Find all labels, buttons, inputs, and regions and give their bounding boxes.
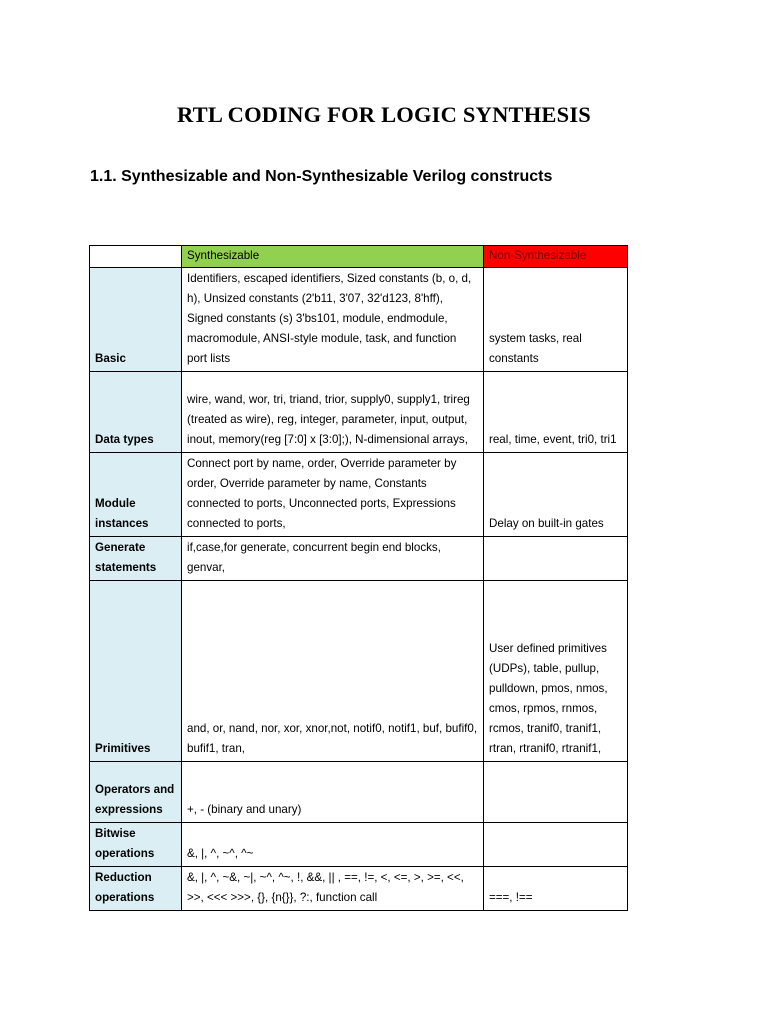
- table-row: [90, 268, 628, 372]
- non-synthesizable-cell: real, time, event, tri0, tri1: [484, 372, 628, 453]
- synthesizable-cell: wire, wand, wor, tri, triand, trior, supply0, supply1, trireg (treated as wire), reg, integer, parameter, input, output, inout, memory(reg [7:0] x [3:0];), N-dimensional arrays,: [182, 372, 484, 453]
- non-synthesizable-cell: [484, 762, 628, 823]
- constructs-table: [89, 245, 628, 911]
- synthesizable-cell: Connect port by name, order, Override parameter by order, Override parameter by name, Constants connected to ports, Unconnected ports, Expressions connected to ports,: [182, 453, 484, 537]
- header-cell-synthesizable: Synthesizable: [182, 246, 484, 268]
- row-label: Data types: [90, 372, 182, 453]
- header-cell-empty: [90, 246, 182, 268]
- table-row: [90, 372, 628, 453]
- table-row: [90, 453, 628, 537]
- synthesizable-cell: +, - (binary and unary): [182, 762, 484, 823]
- synthesizable-cell: &, |, ^, ~^, ^~: [182, 823, 484, 867]
- table-row: [90, 762, 628, 823]
- non-synthesizable-cell: User defined primitives (UDPs), table, pullup, pulldown, pmos, nmos, cmos, rpmos, rnmos, rcmos, tranif0, tranif1, rtran, rtranif0, rtranif1,: [484, 581, 628, 762]
- section-heading: 1.1. Synthesizable and Non-Synthesizable Verilog constructs: [90, 168, 553, 185]
- non-synthesizable-cell: [484, 823, 628, 867]
- table-row: [90, 867, 628, 911]
- non-synthesizable-cell: ===, !==: [484, 867, 628, 911]
- non-synthesizable-cell: system tasks, real constants: [484, 268, 628, 372]
- row-label: Reduction operations: [90, 867, 182, 911]
- synthesizable-cell: &, |, ^, ~&, ~|, ~^, ^~, !, &&, || , ==, !=, <, <=, >, >=, <<, >>, <<< >>>, {}, {n{}}, ?:, function call: [182, 867, 484, 911]
- synthesizable-cell: Identifiers, escaped identifiers, Sized constants (b, o, d, h), Unsized constants (2'b11, 3'07, 32'd123, 8'hff), Signed constants (s) 3'bs101, module, endmodule, macromodule, ANSI-style module, task, and function port lists: [182, 268, 484, 372]
- row-label: Operators and expressions: [90, 762, 182, 823]
- row-label: Primitives: [90, 581, 182, 762]
- table-header-row: [90, 246, 628, 268]
- table-row: [90, 537, 628, 581]
- header-cell-non-synthesizable: Non-Synthesizable: [484, 246, 628, 268]
- synthesizable-cell: if,case,for generate, concurrent begin end blocks, genvar,: [182, 537, 484, 581]
- table-row: [90, 823, 628, 867]
- row-label: Generate statements: [90, 537, 182, 581]
- non-synthesizable-cell: [484, 537, 628, 581]
- page-title: RTL CODING FOR LOGIC SYNTHESIS: [176, 102, 592, 127]
- synthesizable-cell: and, or, nand, nor, xor, xnor,not, notif0, notif1, buf, bufif0, bufif1, tran,: [182, 581, 484, 762]
- row-label: Bitwise operations: [90, 823, 182, 867]
- table-row: [90, 581, 628, 762]
- non-synthesizable-cell: Delay on built-in gates: [484, 453, 628, 537]
- row-label: Module instances: [90, 453, 182, 537]
- row-label: Basic: [90, 268, 182, 372]
